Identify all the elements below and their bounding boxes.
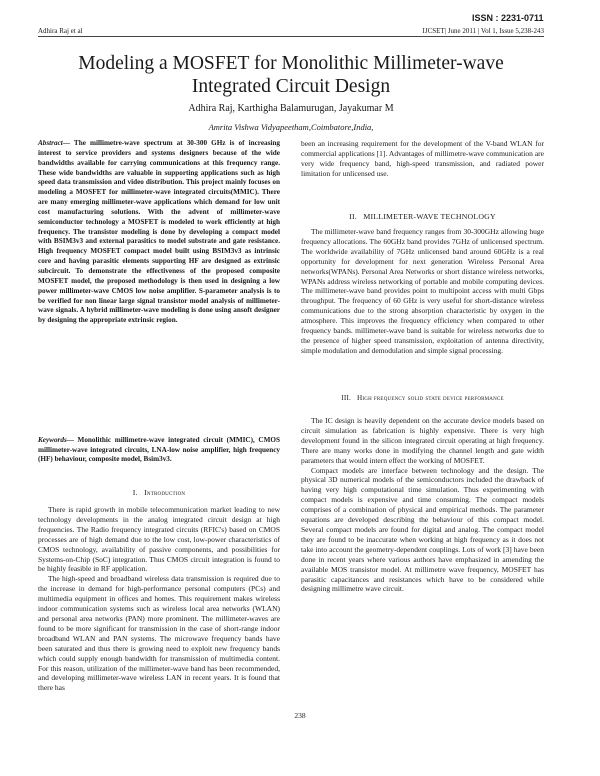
device-performance-body [301, 416, 544, 594]
page-number: 238 [294, 711, 306, 720]
abstract [38, 139, 280, 326]
issn-label: ISSN : 2231-0711 [472, 13, 544, 23]
section-heading-mmwave [301, 212, 544, 221]
keywords-label: Keywords [38, 436, 67, 444]
introduction-body [38, 505, 280, 693]
section-number: I. [132, 488, 138, 497]
keywords [38, 436, 280, 465]
paragraph: The high-speed and broadband wireless data transmission is required due to the increase in demand for high-performance personal computers (PCs) and multimedia equipment in offices and homes. This requirement makes wireless indoor communication systems such as wireless local area networks (WLAN) and personal area networks (PAN) more prominent. The millimeter-waves are found to be more significant for transmission in the case of short-range indoor broadband WLAN and PAN systems. The microwave frequency bands have been saturated and thus there is growing need to exploit new frequency bands which could supply enough bandwidth for transmission of multimedia content. For this reason, utilization of the millimeter-wave band has been recommended, and developing millimeter-wave wireless LAN in recent years. It is found that there has [38, 574, 280, 693]
section-title: MILLIMETER-WAVE TECHNOLOGY [363, 212, 496, 221]
section-heading-introduction [38, 488, 280, 497]
section-title: High frequency solid state device performance [357, 394, 504, 402]
mmwave-body [301, 227, 544, 356]
paragraph: There is rapid growth in mobile telecommunication market leading to new technology developments in the analog integrated circuit design at high frequencies. The Radio frequency integrated circuits (RFIC's) based on CMOS processes are of high demand due to the low cost, low-power characteristics of CMOS technology, availability of passive components, and possibilities for Systems-on-Chip (SoC) integration. Thus CMOS circuit integration is found to be highly feasible in RF application. [38, 505, 280, 574]
paper-title: Modeling a MOSFET for Monolithic Millimeter-wave Integrated Circuit Design [78, 53, 504, 97]
keywords-text: — Monolithic millimetre-wave integrated circuit (MMIC), CMOS millimeter-wave integrated circuits, LNA-low noise amplifier, high frequency (HF) behaviour, composite model, Bsim3v3. [38, 436, 280, 464]
running-header-authors: Adhira Raj et al [38, 27, 83, 35]
section-heading-device-performance [301, 394, 544, 402]
abstract-text: — The millimetre-wave spectrum at 30-300 GHz is of increasing interest to service providers and systems designers because of the wide bandwidths available for carrying communications at this frequency range. These wide bandwidths are valuable in supporting applications such as high speed data transmission and video distribution. This project mainly focuses on modeling a MOSFET for millimeter-wave integrated circuits(MMIC). There are many emerging millimeter-wave applications which demand for low unit cost manufacturing solutions. With the advent of millimeter-wave semiconductor technology a MOSFET is modeled to work efficiently at high frequency. The transistor modeling is done by developing a compact model with BSIM3v3 and external parasitics to model substrate and gate resistance. High frequency MOSFET compact model built using BSIM3v3 as intrinsic core and having parasitic elements supporting HF are designed as extrinsic subcircuit. To demonstrate the effectiveness of the proposed composite MOSFET model, the proposed methodology is then used in designing a low power millimeter-wave CMOS low noise amplifier. S-parameter analysis is to be verified for non linear large signal transistor model analysis of millimeter-wave signals. A hybrid millimeter-wave modeling is done using ansoft designer by designing the appropriate extrinsic region. [38, 139, 280, 325]
author-list: Adhira Raj, Karthigha Balamurugan, Jayakumar M [188, 103, 394, 114]
paragraph: The millimeter-wave band frequency ranges from 30-300GHz allowing huge frequency allocations. The 60GHz band provides 7GHz of unlicensed spectrum. The worldwide availability of 7GHz unlicensed band around 60GHz is a real opportunity for development for next generation Wireless Personal Area networks(WPANs). Personal Area Networks or short distance wireless networks, WPANs address wireless networking of portable and mobile computing devices. The millimeter-wave band provides point to multipoint access with multi Gbps throughput. The frequency of 60 GHz is very useful for short-distance wireless communications due to the strong absorption characteristic by oxygen in the atmosphere. This improves the frequency efficiency when compared to other frequency bands. millimeter-wave band is suitable for wireless networks due to the presence of higher speed transmission, exploitation of antenna directivity, simple modulation and demodulation and simple signal processing. [301, 227, 544, 355]
section-title: Introduction [144, 488, 186, 497]
affiliation: Amrita Vishwa Vidyapeetham,Coimbatore,India, [208, 122, 374, 132]
section-number: II. [349, 212, 357, 221]
header-rule [38, 36, 544, 37]
paragraph: The IC design is heavily dependent on the accurate device models based on circuit simulation as fabrication is highly expensive. There is very high development found in the silicon integrated circuit operating at high frequency. There are many works done in modifying the channel length and gate width parameters that would intern effect the working of MOSFET. [301, 416, 544, 465]
paragraph: Compact models are interface between technology and the design. The physical 3D numerical models of the semiconductors included the drawback of having very high computational time simulation. Thus experimenting with compact models is expensive and time consuming. The compact models comprises of a combination of physical and empirical methods. The parameter equations are developed describing the behaviour of this compact model. Several compact models are found for digital and analog. The compact model they are found to be inaccurate when working at high frequency as it does not take into account the geometry-dependent couplings. Lots of work [3] have been done in recent years where various authors have emphasized in amending the available MOS transistor model. At millimetre wave frequency, MOSFET has parasitic capacitances and resistances which have to be considered while designing millimetre wave circuit. [301, 465, 544, 594]
abstract-label: Abstract [38, 139, 63, 147]
paragraph: been an increasing requirement for the development of the V-band WLAN for commercial applications [1]. Advantages of millimetre-wave communication are very wide frequency band, high-speed transmission, and radiated power limitation for unlicensed use. [301, 139, 544, 178]
section-number: III. [341, 394, 352, 402]
introduction-continued [301, 139, 544, 179]
running-header-journal: IJCSET| June 2011 | Vol 1, Issue 5,238-243 [422, 27, 544, 35]
